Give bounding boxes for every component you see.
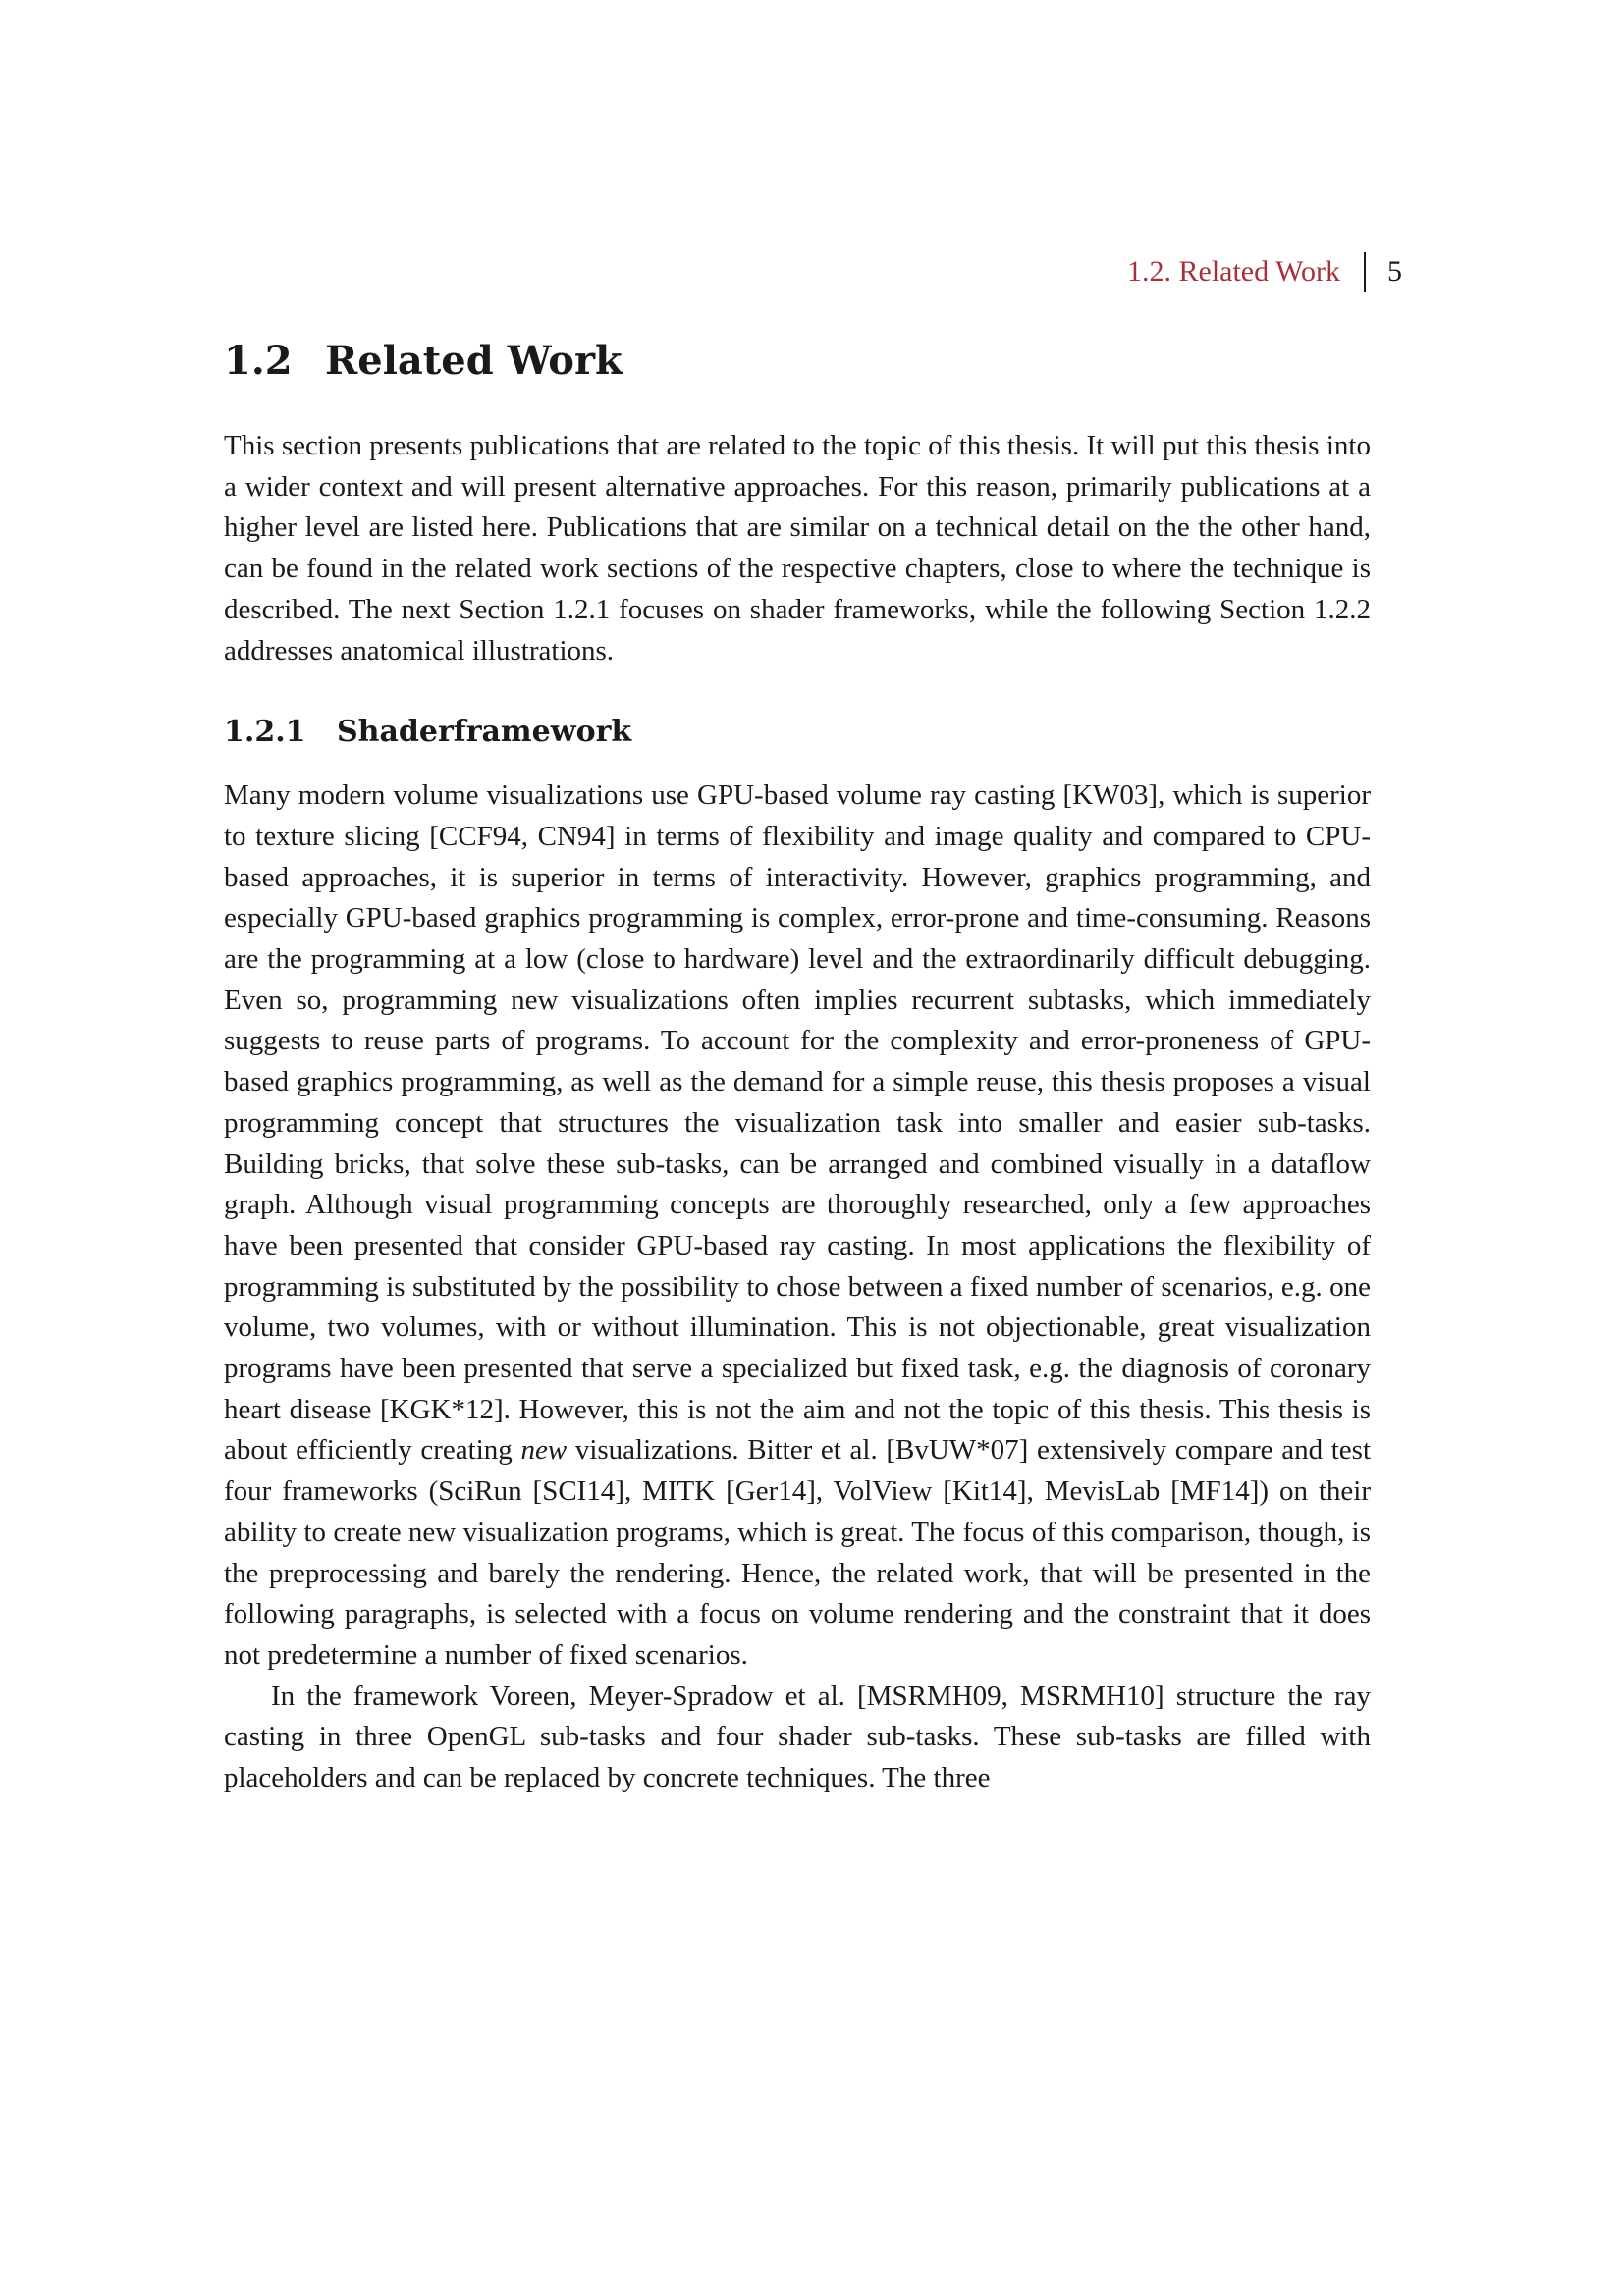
running-header [224, 250, 1402, 294]
page-number: 5 [1387, 255, 1402, 288]
page-content [224, 334, 1371, 1799]
subsection-heading [224, 711, 1371, 754]
paragraph-1-text-b: visualizations. Bitter et al. [BvUW*07] extensively compare and test four frameworks (SciRun [SCI14], MITK [Ger14], VolView [Kit14], MevisLab [MF14]) on their ability to create new visualization programs, which is great. The focus of this comparison, though, is the preprocessing and barely the rendering. Hence, the related work, that will be presented in the following paragraphs, is selected with a focus on volume rendering and the constraint that it does not predetermine a number of fixed scenarios. [224, 1434, 1372, 1671]
section-heading [224, 334, 1371, 389]
paragraph-1-text-a: Many modern volume visualizations use GPU-based volume ray casting [KW03], which is superior to texture slicing [CCF94, CN94] in terms of flexibility and image quality and compared to CPU-based approaches, it is superior in terms of interactivity. However, graphics programming, and especially GPU-based graphics programming is complex, error-prone and time-consuming. Reasons are the programming at a low (close to hardware) level and the extraordinarily difficult debugging. Even so, programming new visualizations often implies recurrent subtasks, which immediately suggests to reuse parts of programs. To account for the complexity and error-proneness of GPU-based graphics programming, as well as the demand for a simple reuse, this thesis proposes a visual programming concept that structures the visualization task into smaller and easier sub-tasks. Building bricks, that solve these sub-tasks, can be arranged and combined visually in a dataflow graph. Although visual programming concepts are thoroughly researched, only a few approaches have been presented that consider GPU-based ray casting. In most applications the flexibility of programming is substituted by the possibility to chose between a fixed number of scenarios, e.g. one volume, two volumes, with or without illumination. This is not objectionable, great visualization programs have been presented that serve a specialized but fixed task, e.g. the diagnosis of coronary heart disease [KGK*12]. However, this is not the aim and not the topic of this thesis. This thesis is about efficiently creating [224, 779, 1371, 1467]
running-header-separator [1364, 252, 1366, 292]
body-paragraph-2: In the framework Voreen, Meyer-Spradow et al. [MSRMH09, MSRMH10] structure the ray casting in three OpenGL sub-tasks and four shader sub-tasks. These sub-tasks are filled with placeholders and can be replaced by concrete techniques. The three [224, 1680, 1371, 1794]
subsection-title: Shaderframework [337, 715, 632, 750]
emphasized-word: new [520, 1434, 568, 1467]
section-intro-paragraph: This section presents publications that are related to the topic of this thesis. It will put this thesis into a wider context and will present alternative approaches. For this reason, primarily publications at a higher level are listed here. Publications that are similar on a technical detail on the the other hand, can be found in the related work sections of the respective chapters, close to where the technique is described. The next Section 1.2.1 focuses on shader frameworks, while the following Section 1.2.2 addresses anatomical illustrations. [224, 430, 1371, 667]
running-header-section: 1.2. Related Work [1127, 255, 1340, 288]
section-number: 1.2 [224, 338, 293, 384]
body-paragraph-1 [224, 775, 1371, 1676]
section-title: Related Work [325, 338, 623, 384]
subsection-number: 1.2.1 [224, 715, 306, 750]
